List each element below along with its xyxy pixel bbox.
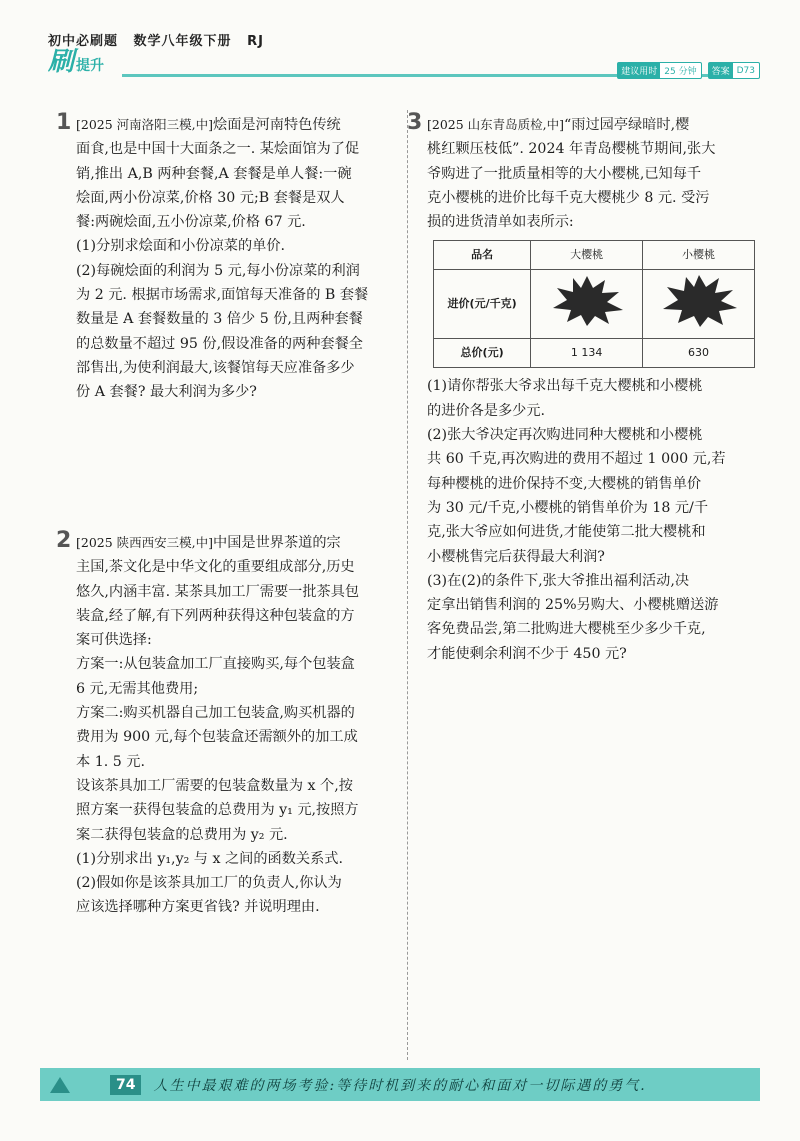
problem-line: 餐:两碗烩面,五小份凉菜,价格 67 元.	[76, 214, 306, 231]
page-header	[48, 30, 760, 90]
table-cell: 进价(元/千克)	[434, 270, 531, 339]
problem-text: “雨过园亭绿暗时,樱	[564, 117, 690, 133]
problem-line: 每种樱桃的进价保持不变,大樱桃的销售单价	[427, 475, 702, 492]
compass-icon	[50, 1077, 70, 1093]
problem-line: 方案一:从包装盒加工厂直接购买,每个包装盒	[76, 656, 355, 673]
stain-cell	[643, 270, 755, 339]
section-brand	[48, 48, 104, 78]
problem-line: (2)每碗烩面的利润为 5 元,每小份凉菜的利润	[76, 262, 360, 279]
problem-text: 烩面是河南特色传统	[213, 117, 341, 133]
problem-line: 方案二:购买机器自己加工包装盒,购买机器的	[76, 705, 355, 722]
problem-line: (3)在(2)的条件下,张大爷推出福利活动,决	[427, 572, 690, 589]
problem-line: 数量是 A 套餐数量的 3 倍少 5 份,且两种套餐	[76, 311, 363, 328]
problem-line: (1)分别求出 y₁,y₂ 与 x 之间的函数关系式.	[76, 850, 344, 867]
problem-line	[76, 113, 406, 137]
answer-value: D73	[736, 65, 755, 76]
problem-line: 定拿出销售利润的 25%另购大、小樱桃赠送游	[427, 597, 719, 614]
brand-main: 刷	[48, 47, 75, 77]
ink-stain-icon	[659, 272, 739, 328]
footer-quote: 人生中最艰难的两场考验:等待时机到来的耐心和面对一切际遇的勇气.	[153, 1077, 647, 1094]
table-row	[434, 270, 755, 339]
problem-line: (1)请你帮张大爷求出每千克大樱桃和小樱桃	[427, 378, 703, 395]
table-header: 品名	[434, 241, 531, 270]
problem-line: (1)分别求烩面和小份凉菜的单价.	[76, 238, 286, 255]
page-number: 74	[110, 1075, 141, 1095]
edition-name: RJ	[247, 34, 264, 49]
problem-text: 中国是世界茶道的宗	[213, 535, 341, 551]
table-cell: 1 134	[531, 339, 643, 368]
problem-line: 损的进货清单如表所示:	[427, 214, 574, 231]
problem-number: 3	[407, 110, 423, 135]
purchase-table	[433, 240, 755, 368]
subject-name: 数学八年级下册	[133, 34, 232, 49]
time-badge	[617, 62, 701, 79]
table-cell: 630	[643, 339, 755, 368]
problem-line: 案二获得包装盒的总费用为 y₂ 元.	[76, 826, 288, 843]
column-divider	[407, 110, 408, 1060]
problem-line: 烩面,两小份凉菜,价格 30 元;B 套餐是双人	[76, 189, 345, 206]
problem-source: [2025 陕西西安三模,中]	[76, 535, 214, 550]
brand-sub: 提升	[76, 58, 105, 74]
problem-line: 为 30 元/千克,小樱桃的销售单价为 18 元/千	[427, 499, 709, 516]
problem-line: 悠久,内涵丰富. 某茶具加工厂需要一批茶具包	[76, 583, 360, 600]
header-info	[617, 62, 760, 79]
problem-line: 销,推出 A,B 两种套餐,A 套餐是单人餐:一碗	[76, 165, 352, 182]
problem-line: 为 2 元. 根据市场需求,面馆每天准备的 B 套餐	[76, 287, 369, 304]
problem-1	[56, 110, 406, 405]
problem-line: 费用为 900 元,每个包装盒还需额外的加工成	[76, 729, 358, 746]
ink-stain-icon	[547, 272, 627, 328]
problem-line: 爷购进了一批质量相等的大小樱桃,已知每千	[427, 165, 702, 182]
problem-number: 2	[56, 528, 72, 553]
problem-source: [2025 河南洛阳三模,中]	[76, 117, 214, 132]
problem-3	[407, 110, 757, 666]
problem-line: 设该茶具加工厂需要的包装盒数量为 x 个,按	[76, 777, 353, 794]
problem-line: 装盒,经了解,有下列两种获得这种包装盒的方	[76, 607, 355, 624]
problem-source: [2025 山东青岛质检,中]	[427, 117, 565, 132]
problem-line: 本 1. 5 元.	[76, 753, 145, 770]
answer-badge	[708, 62, 760, 79]
problem-line: 份 A 套餐? 最大利润为多少?	[76, 384, 257, 401]
problem-line: 小樱桃售完后获得最大利润?	[427, 548, 605, 565]
problem-number: 1	[56, 110, 72, 135]
problem-line: 才能使剩余利润不少于 450 元?	[427, 645, 627, 662]
problem-2	[56, 528, 406, 920]
problem-line: 克小樱桃的进价比每千克大樱桃少 8 元. 受污	[427, 189, 710, 206]
table-header: 大樱桃	[531, 241, 643, 270]
time-label: 建议用时	[618, 63, 660, 78]
problem-line	[76, 531, 406, 555]
problem-line: 部售出,为使利润最大,该餐馆每天应准备多少	[76, 359, 355, 376]
problem-line	[427, 113, 757, 137]
problem-line: (2)张大爷决定再次购进同种大樱桃和小樱桃	[427, 427, 703, 444]
problem-line: 面食,也是中国十大面条之一. 某烩面馆为了促	[76, 141, 360, 158]
answer-label: 答案	[709, 63, 733, 78]
problem-line: 客免费品尝,第二批购进大樱桃至少多少千克,	[427, 621, 706, 638]
table-header-row	[434, 241, 755, 270]
series-name: 初中必刷题	[48, 34, 119, 49]
table-row	[434, 339, 755, 368]
problem-line: (2)假如你是该茶具加工厂的负责人,你认为	[76, 875, 342, 892]
book-title	[48, 30, 274, 49]
time-value: 25 分钟	[664, 67, 697, 77]
page-footer	[40, 1068, 760, 1101]
stain-cell	[531, 270, 643, 339]
problem-line: 共 60 千克,再次购进的费用不超过 1 000 元,若	[427, 451, 726, 468]
problem-line: 的进价各是多少元.	[427, 402, 546, 419]
table-header: 小樱桃	[643, 241, 755, 270]
problem-line: 应该选择哪种方案更省钱? 并说明理由.	[76, 899, 320, 916]
table-cell: 总价(元)	[434, 339, 531, 368]
problem-line: 照方案一获得包装盒的总费用为 y₁ 元,按照方	[76, 802, 359, 819]
problem-line: 主国,茶文化是中华文化的重要组成部分,历史	[76, 559, 355, 576]
problem-line: 6 元,无需其他费用;	[76, 680, 199, 697]
problem-line: 克,张大爷应如何进货,才能使第二批大樱桃和	[427, 524, 706, 541]
problem-line: 的总数量不超过 95 份,假设准备的两种套餐全	[76, 335, 363, 352]
problem-line: 案可供选择:	[76, 632, 152, 649]
problem-line: 桃红颗压枝低”. 2024 年青岛樱桃节期间,张大	[427, 141, 716, 158]
